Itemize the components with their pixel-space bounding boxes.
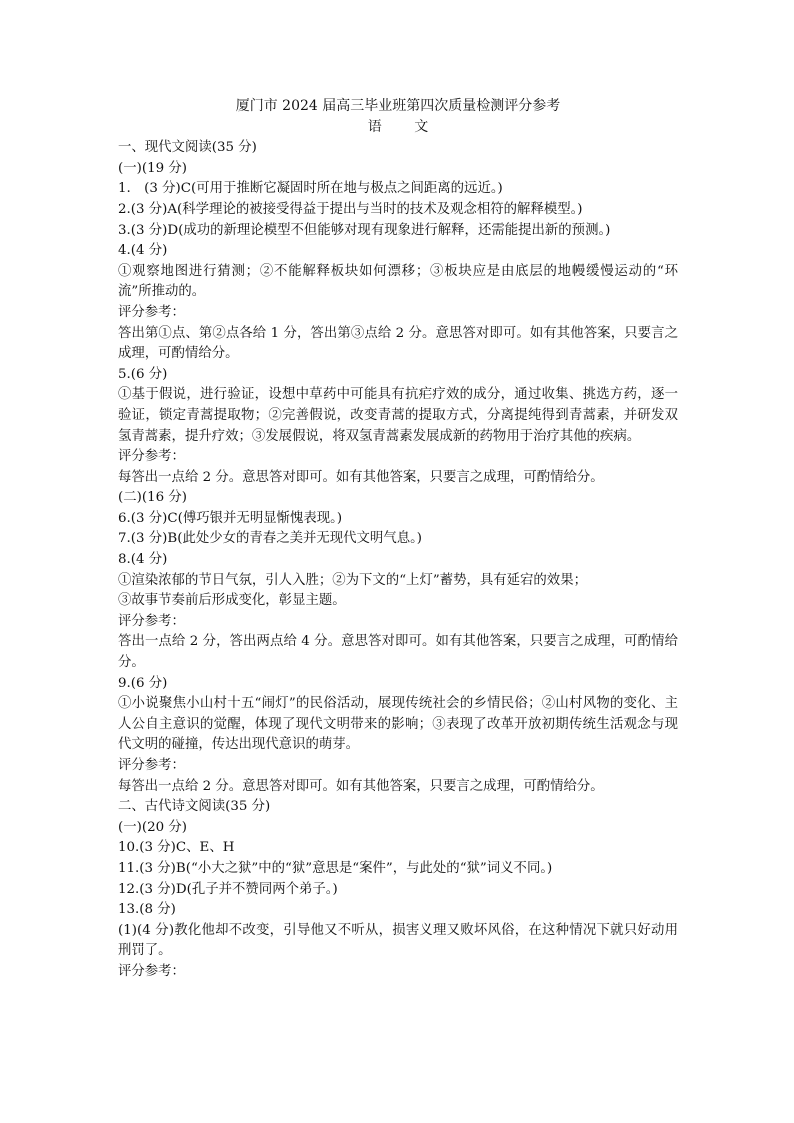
answer-line: 6.(3 分)C(傅巧银并无明显惭愧表现。) [118,510,343,526]
scoring-label: 评分参考： [118,304,185,320]
scoring-label: 评分参考： [118,758,185,773]
document-body [118,96,678,983]
answer-line: ①渲染浓郁的节日气氛，引人入胜；②为下文的“上灯”蓄势，具有延宕的效果； [118,572,587,588]
answer-line: 10.(3 分)C、E、H [118,840,235,856]
answer-paragraph: (1)(4 分)教化他却不改变，引导他又不听从，损害义理又败坏风俗，在这种情况下就只好动用刑罚了。 [118,922,678,959]
subsection-heading: (一)(19 分) [118,160,187,176]
answer-line: 3.(3 分)D(成功的新理论模型不但能够对现有现象进行解释，还需能提出新的预测。) [118,222,611,238]
question-heading: 9.(6 分) [118,675,168,691]
answer-paragraph: ①基于假说，进行验证，设想中草药中可能具有抗疟疗效的成分，通过收集、挑选方药，逐一验证，锁定青蒿提取物；②完善假说，改变青蒿的提取方式，分离提纯得到青蒿素，并研发双氢青蒿素，提升疗效；③发展假说，将双氢青蒿素发展成新的药物用于治疗其他的疾病。 [118,387,678,444]
section-heading: 一、现代文阅读(35 分) [118,140,257,156]
subsection-heading: (二)(16 分) [118,490,187,506]
answer-line: 11.(3 分)B(“小大之狱”中的“狱”意思是“案件”，与此处的“狱”词义不同。) [118,860,553,876]
question-heading: 8.(4 分) [118,552,168,568]
answer-line: 7.(3 分)B(此处少女的青春之美并无现代文明气息。) [118,531,423,547]
document-title: 厦门市 2024 届高三毕业班第四次质量检测评分参考 [235,98,561,114]
question-heading: 5.(6 分) [118,366,168,382]
question-heading: 4.(4 分) [118,243,168,259]
answer-paragraph: ①小说聚焦小山村十五“闹灯”的民俗活动，展现传统社会的乡情民俗；②山村风物的变化、主人公自主意识的觉醒，体现了现代文明带来的影响；③表现了改革开放初期传统生活观念与现代文明的碰撞，传达出现代意识的萌芽。 [118,696,678,753]
section-heading: 二、古代诗文阅读(35 分) [118,799,271,815]
answer-line: 12.(3 分)D(孔子并不赞同两个弟子。) [118,881,338,897]
document-subject: 语 文 [367,118,443,135]
answer-line: 2.(3 分)A(科学理论的被接受得益于提出与当时的技术及观念相符的解释模型。) [118,201,583,217]
scoring-paragraph: 每答出一点给 2 分。意思答对即可。如有其他答案，只要言之成理，可酌情给分。 [118,778,604,794]
scoring-label: 评分参考： [118,963,185,979]
question-heading: 13.(8 分) [118,902,176,918]
scoring-paragraph: 每答出一点给 2 分。意思答对即可。如有其他答案，只要言之成理，可酌情给分。 [118,469,604,485]
answer-line: 1. (3 分)C(可用于推断它凝固时所在地与极点之间距离的远近。) [118,181,503,197]
scoring-label: 评分参考： [118,449,185,465]
subsection-heading: (一)(20 分) [118,819,187,835]
scoring-paragraph: 答出第①点、第②点各给 1 分，答出第③点给 2 分。意思答对即可。如有其他答案，只要言之成理，可酌情给分。 [118,325,678,362]
answer-paragraph: ①观察地图进行猜测；②不能解释板块如何漂移；③板块应是由底层的地幔缓慢运动的“环流”所推动的。 [118,263,678,300]
scoring-paragraph: 答出一点给 2 分，答出两点给 4 分。意思答对即可。如有其他答案，只要言之成理，可酌情给分。 [118,634,678,671]
answer-line: ③故事节奏前后形成变化，彰显主题。 [118,593,346,609]
scoring-label: 评分参考： [118,613,185,629]
